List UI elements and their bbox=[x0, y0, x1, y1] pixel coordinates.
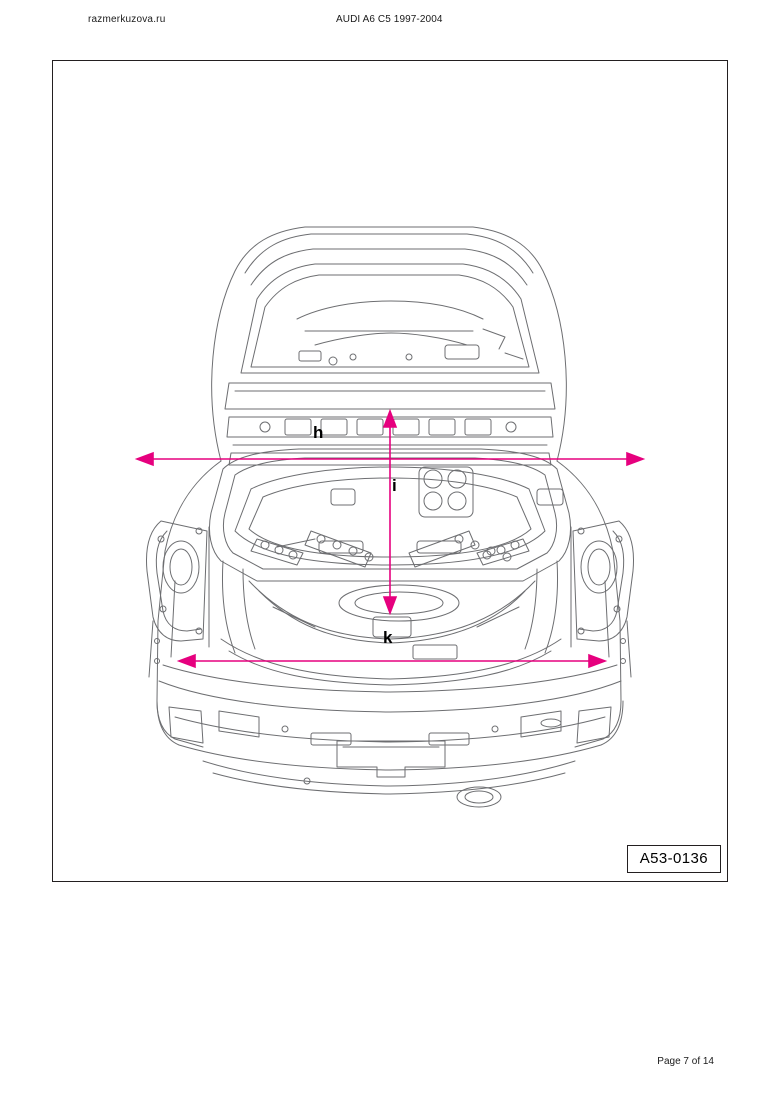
dimension-label-k: k bbox=[383, 628, 393, 647]
page-footer bbox=[0, 1056, 780, 1070]
dimension-label-h: h bbox=[313, 423, 324, 442]
dimension-label-i: i bbox=[392, 476, 397, 495]
document-title: AUDI A6 C5 1997-2004 bbox=[336, 14, 443, 25]
figure-frame bbox=[52, 60, 728, 882]
figure-code-badge: A53-0136 bbox=[627, 845, 721, 873]
page-number: Page 7 of 14 bbox=[657, 1056, 714, 1067]
vehicle-rear-body-diagram bbox=[53, 61, 727, 881]
page-header bbox=[0, 14, 780, 30]
site-watermark: razmerkuzova.ru bbox=[88, 14, 166, 25]
